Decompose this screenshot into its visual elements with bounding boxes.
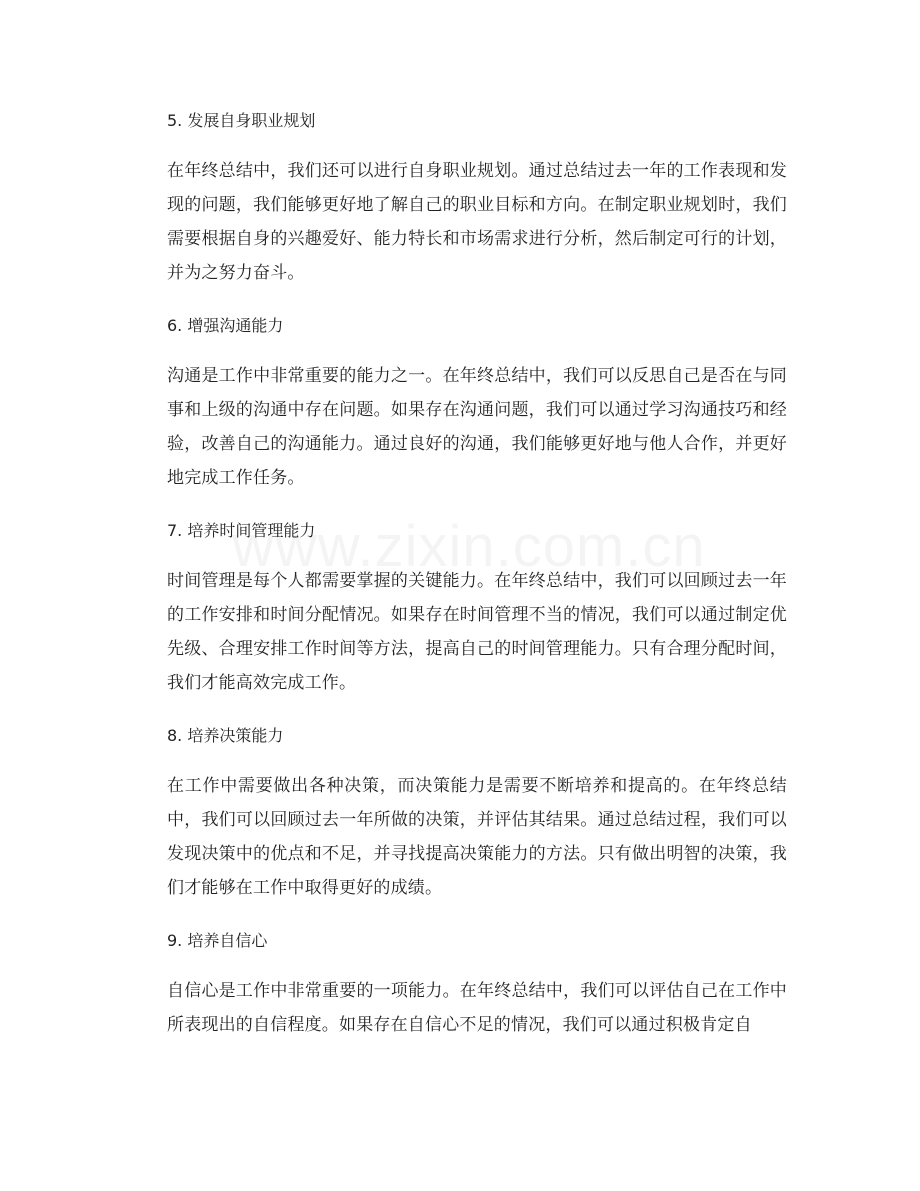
section-paragraph: 在工作中需要做出各种决策，而决策能力是需要不断培养和提高的。在年终总结中，我们可以回顾过去一年所做的决策，并评估其结果。通过总结过程，我们可以发现决策中的优点和不足，并寻找提高决策能力的方法。只有做出明智的决策，我们才能够在工作中取得更好的成绩。 <box>167 776 787 898</box>
section-paragraph: 在年终总结中，我们还可以进行自身职业规划。通过总结过去一年的工作表现和发现的问题，我们能够更好地了解自己的职业目标和方向。在制定职业规划时，我们需要根据自身的兴趣爱好、能力特长和市场需求进行分析，然后制定可行的计划，并为之努力奋斗。 <box>167 161 787 283</box>
section-7 <box>167 519 787 700</box>
section-5 <box>167 109 787 290</box>
section-paragraph: 自信心是工作中非常重要的一项能力。在年终总结中，我们可以评估自己在工作中所表现出的自信程度。如果存在自信心不足的情况，我们可以通过积极肯定自 <box>167 981 787 1035</box>
section-6 <box>167 314 787 495</box>
section-heading: 8. 培养决策能力 <box>167 726 284 745</box>
section-heading: 6. 增强沟通能力 <box>167 316 284 335</box>
section-paragraph: 时间管理是每个人都需要掌握的关键能力。在年终总结中，我们可以回顾过去一年的工作安排和时间分配情况。如果存在时间管理不当的情况，我们可以通过制定优先级、合理安排工作时间等方法，提高自己的时间管理能力。只有合理分配时间，我们才能高效完成工作。 <box>167 571 787 693</box>
section-paragraph: 沟通是工作中非常重要的能力之一。在年终总结中，我们可以反思自己是否在与同事和上级的沟通中存在问题。如果存在沟通问题，我们可以通过学习沟通技巧和经验，改善自己的沟通能力。通过良好的沟通，我们能够更好地与他人合作，并更好地完成工作任务。 <box>167 366 787 488</box>
section-heading: 9. 培养自信心 <box>167 931 268 950</box>
section-9 <box>167 929 787 1042</box>
section-8 <box>167 724 787 905</box>
section-heading: 7. 培养时间管理能力 <box>167 521 316 540</box>
section-heading: 5. 发展自身职业规划 <box>167 111 316 130</box>
